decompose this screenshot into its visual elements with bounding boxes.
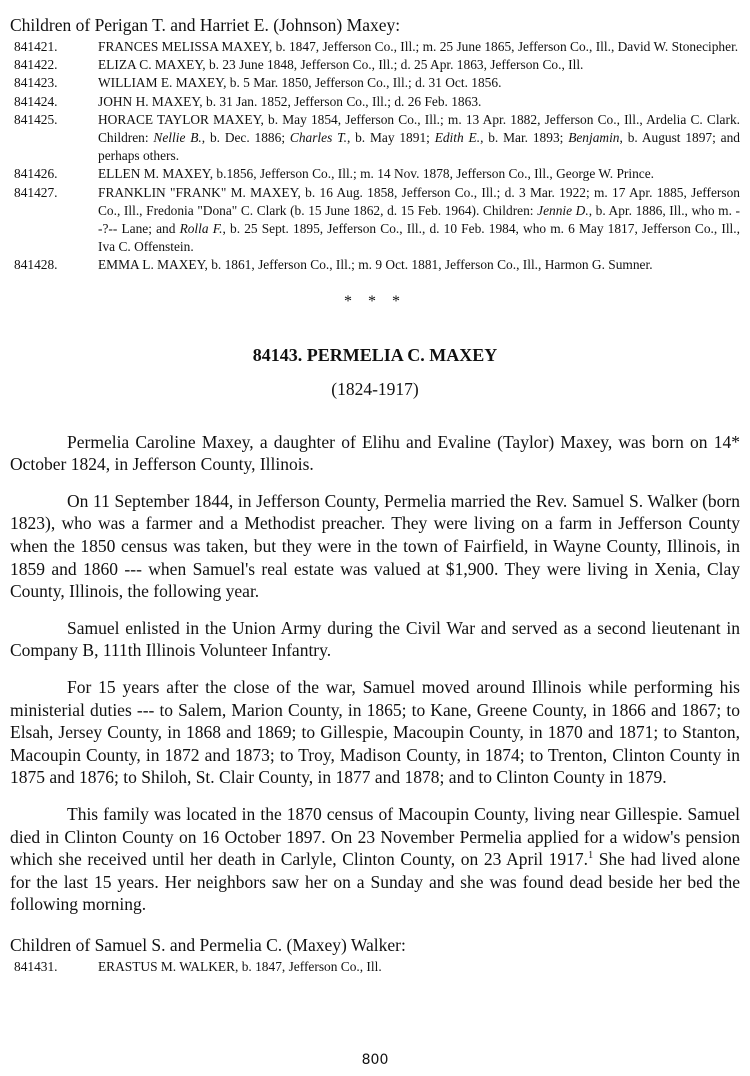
entry-text-part: HORACE TAYLOR MAXEY, b. May 1854, Jefferson Co., Ill.; m. 13 Apr. 1882, Jefferson Co., Ill., Ardelia C. Clark. Children: (98, 111, 740, 146)
entry-text: EMMA L. MAXEY, b. 1861, Jefferson Co., Ill.; m. 9 Oct. 1881, Jefferson Co., Ill., Harmon G. Sumner. (98, 257, 653, 273)
entry-text-part: , b. May 1891; (346, 130, 435, 146)
entry-text: ERASTUS M. WALKER, b. 1847, Jefferson Co., Ill. (98, 958, 382, 974)
section-separator: * * * (344, 292, 406, 310)
child-entry (10, 38, 740, 56)
paragraph (10, 803, 740, 916)
entry-text: JOHN H. MAXEY, b. 31 Jan. 1852, Jefferson Co., Ill.; d. 26 Feb. 1863. (98, 93, 482, 109)
entry-number: 841424. (14, 93, 58, 109)
entry-text: ELIZA C. MAXEY, b. 23 June 1848, Jefferson Co., Ill.; d. 25 Apr. 1863, Jefferson Co., Ill. (98, 57, 584, 73)
child-entry (10, 256, 740, 274)
entry-text-part: , b. Dec. 1886; (201, 130, 290, 146)
child-entry (10, 93, 740, 111)
child-entry (10, 111, 740, 166)
entry-text: WILLIAM E. MAXEY, b. 5 Mar. 1850, Jefferson Co., Ill.; d. 31 Oct. 1856. (98, 75, 502, 91)
entry-number: 841428. (14, 257, 58, 273)
paragraph-text: She had lived alone for the last 15 years. Her neighbors saw her on a Sunday and she was found dead beside her bed the following morning. (10, 849, 741, 915)
child-name: Rolla F. (179, 221, 223, 237)
entry-text-part: FRANKLIN "FRANK" M. MAXEY, b. 16 Aug. 1858, Jefferson Co., Ill.; d. 3 Mar. 1922; m. 17 Apr. 1885, Jefferson Co., Ill., Fredonia "Dona" C. Clark (b. 15 June 1862, d. 15 Feb. 1964). Children: (98, 184, 740, 218)
entry-text-part: , b. August 1897; and perhaps others. (98, 130, 741, 164)
child-name: Benjamin (568, 130, 620, 146)
child-entry (10, 184, 740, 257)
paragraph-text: This family was located in the 1870 census of Macoupin County, living near Gillespie. Samuel died in Clinton County on 16 October 1897. On 23 November Permelia applied for a widow's pension which she received until her death in Carlyle, Clinton County, on 23 April 1917. (10, 803, 740, 870)
entry-text (98, 184, 740, 257)
footnote-marker: 1 (588, 850, 594, 862)
entry-number: 841421. (14, 39, 58, 54)
paragraph: Permelia Caroline Maxey, a daughter of Elihu and Evaline (Taylor) Maxey, was born on 14* October 1824, in Jefferson County, Illinois. (10, 431, 740, 475)
entry-text: ELLEN M. MAXEY, b.1856, Jefferson Co., Ill.; m. 14 Nov. 1878, Jefferson Co., Ill., George W. Prince. (98, 166, 655, 182)
paragraph: For 15 years after the close of the war, Samuel moved around Illinois while performing his ministerial duties --- to Salem, Marion County, in 1865; to Kane, Greene County, in 1866 and 1867; to Elsah, Jersey County, in 1868 and 1869; to Gillespie, Macoupin County, in 1870 and 1871; to Stanton, Macoupin County, in 1872 and 1873; to Troy, Madison County, in 1874; to Trenton, Clinton County in 1875 and 1876; to Shiloh, St. Clair County, in 1877 and 1878; and to Clinton County in 1879. (10, 676, 740, 788)
entry-number: 841427. (14, 184, 58, 200)
entry-text-part: , b. 25 Sept. 1895, Jefferson Co., Ill., d. 10 Feb. 1984, who m. 6 May 1817, Jefferson Co., Ill., Iva C. Offenstein. (98, 221, 740, 255)
child-entry (10, 958, 740, 976)
children-header: Children of Samuel S. and Permelia C. (Maxey) Walker: (10, 934, 406, 955)
children-header: Children of Perigan T. and Harriet E. (Johnson) Maxey: (10, 15, 401, 35)
document-page (10, 14, 740, 976)
entry-number: 841422. (14, 57, 58, 73)
children-list (10, 958, 740, 976)
entry-text (98, 111, 740, 166)
child-name: Jennie D. (537, 202, 589, 218)
child-entry (10, 165, 740, 183)
child-name: Nellie B. (153, 130, 202, 146)
paragraph: Samuel enlisted in the Union Army during the Civil War and served as a second lieutenant in Company B, 111th Illinois Volunteer Infantry. (10, 617, 740, 661)
entry-number: 841431. (14, 958, 58, 974)
entry-text-part: , b. Apr. 1886, Ill., who m. --?-- Lane; and (98, 202, 740, 237)
entry-text: FRANCES MELISSA MAXEY, b. 1847, Jefferson Co., Ill.; m. 25 June 1865, Jefferson Co., Ill., David W. Stonecipher. (98, 39, 739, 54)
child-entry (10, 74, 740, 92)
child-entry (10, 56, 740, 74)
entry-number: 841426. (14, 166, 58, 182)
child-name: Edith E. (434, 130, 481, 146)
section-title: 84143. PERMELIA C. MAXEY (252, 344, 498, 365)
page-number: 800 (361, 1052, 389, 1068)
entry-number: 841423. (14, 75, 58, 91)
entry-text-part: , b. Mar. 1893; (480, 130, 569, 146)
child-name: Charles T. (289, 130, 347, 146)
children-list (10, 38, 740, 275)
section-years: (1824-1917) (331, 378, 419, 399)
paragraph: On 11 September 1844, in Jefferson County, Permelia married the Rev. Samuel S. Walker (born 1823), who was a farmer and a Methodist preacher. They were living on a farm in Jefferson County when the 1850 census was taken, but they were in the town of Fairfield, in Wayne County, Illinois, in 1859 and 1860 --- when Samuel's real estate was valued at $1,900. They were living in Xenia, Clay County, Illinois, the following year. (10, 490, 740, 602)
entry-number: 841425. (14, 111, 58, 127)
